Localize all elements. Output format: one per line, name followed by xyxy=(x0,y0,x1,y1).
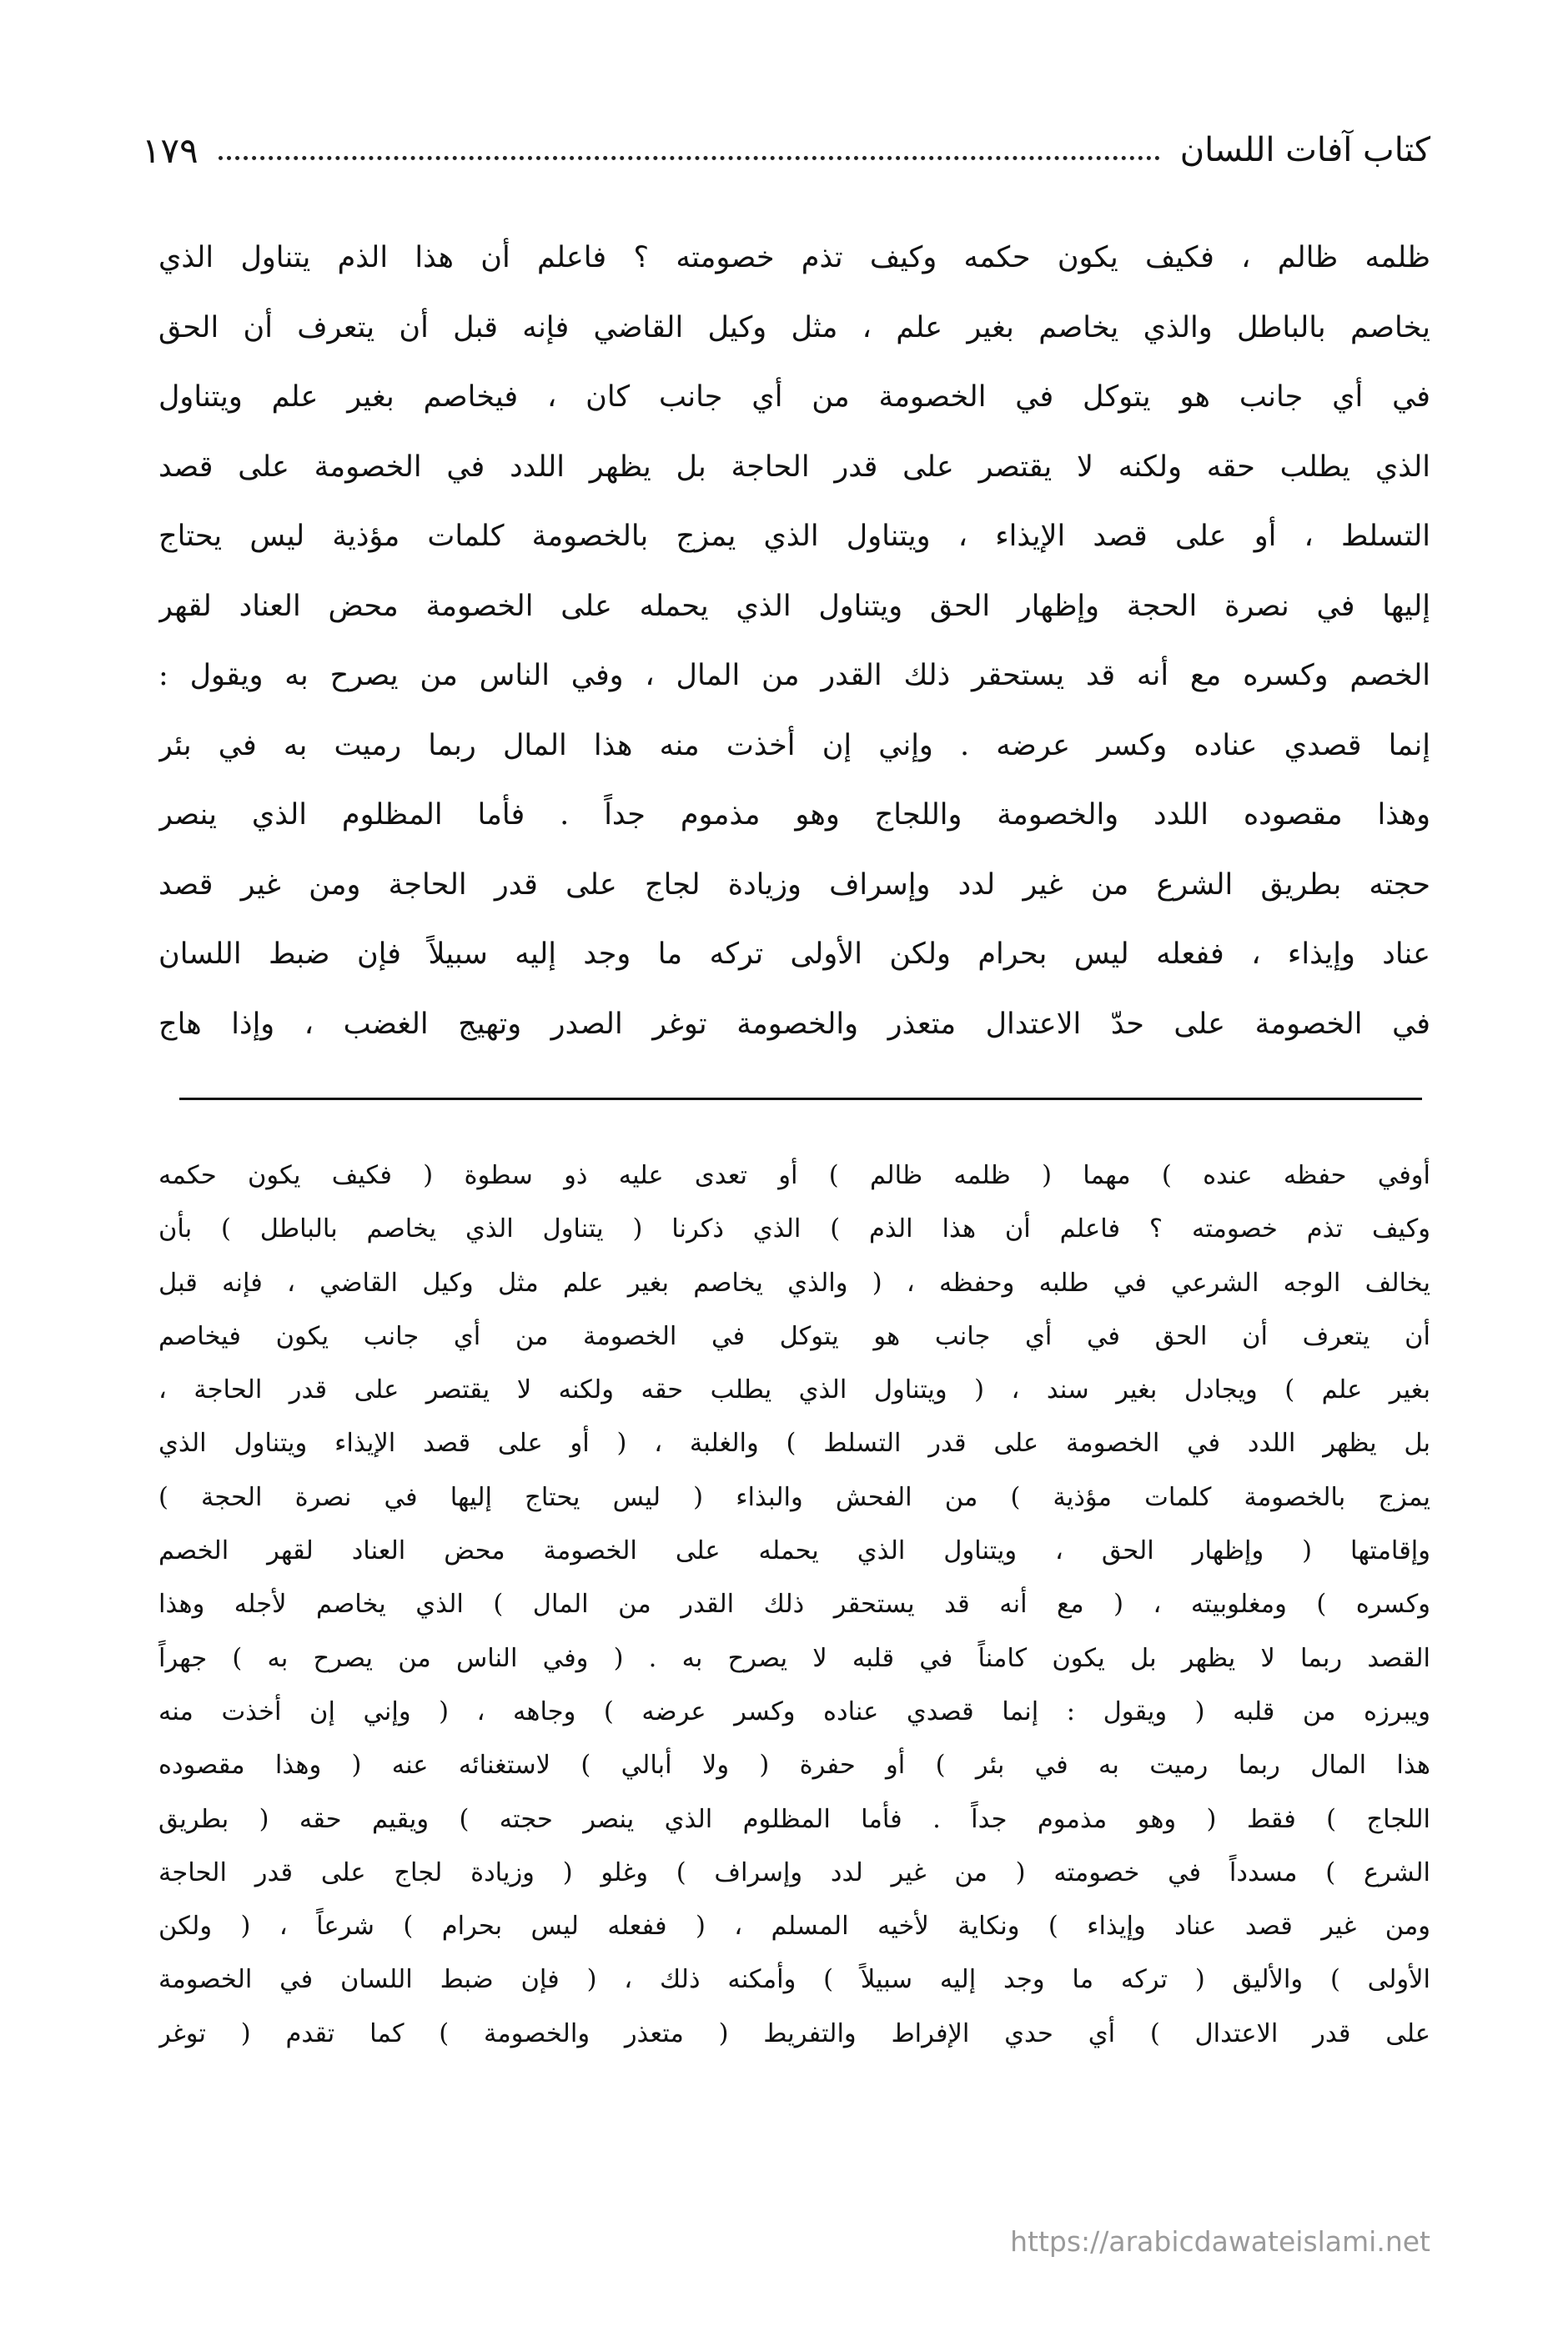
commentary-line: بل يظهر اللدد في الخصومة على قدر التسلط ) والغلبة ، ( أو على قصد الإيذاء ويتناول الذي xyxy=(158,1429,1430,1459)
header-dot-leader xyxy=(219,156,1160,160)
commentary-line: الأولى ) والأليق ( تركه ما وجد إليه سبيلاً ) وأمكنه ذلك ، ( فإن ضبط اللسان في الخصومة xyxy=(158,1965,1430,1995)
book-title: كتاب آفات اللسان xyxy=(1179,131,1430,169)
commentary-line: أن يتعرف أن الحق في أي جانب هو يتوكل في الخصومة من أي جانب يكون فيخاصم xyxy=(158,1321,1430,1351)
main-text-line: حجته بطريق الشرع من غير لدد وإسراف وزيادة لجاج على قدر الحاجة ومن غير قصد xyxy=(158,867,1430,902)
main-text-line: في أي جانب هو يتوكل في الخصومة من أي جانب كان ، فيخاصم بغير علم ويتناول xyxy=(158,380,1430,414)
commentary-line: هذا المال ربما رميت به في بئر ) أو حفرة ( ولا أبالي ) لاستغنائه عنه ( وهذا مقصوده xyxy=(158,1751,1430,1781)
main-text-line: ظلمه ظالم ، فكيف يكون حكمه وكيف تذم خصومته ؟ فاعلم أن هذا الذم يتناول الذي xyxy=(158,241,1430,274)
commentary-line: بغير علم ) ويجادل بغير سند ، ( ويتناول الذي يطلب حقه ولكنه لا يقتصر على قدر الحاجة ، xyxy=(158,1375,1430,1405)
commentary-line: ويبرزه من قلبه ( ويقول : إنما قصدي عناده وكسر عرضه ) وجاهه ، ( وإني إن أخذت منه xyxy=(158,1696,1430,1726)
commentary-line: اللجاج ) فقط ( وهو مذموم جداً . فأما المظلوم الذي ينصر حجته ) ويقيم حقه ( بطريق xyxy=(158,1804,1430,1834)
main-text-line: في الخصومة على حدّ الاعتدال متعذر والخصومة توغر الصدر وتهيج الغضب ، وإذا هاج xyxy=(158,1007,1430,1041)
commentary-line: ومن غير قصد عناد وإيذاء ) ونكاية لأخيه المسلم ، ( ففعله ليس بحرام ) شرعاً ، ( ولكن xyxy=(158,1912,1430,1942)
commentary-line: القصد ربما لا يظهر بل يكون كامناً في قلبه لا يصرح به . ( وفي الناس من يصرح به ) جهراً xyxy=(158,1643,1430,1673)
page-number: ١٧٩ xyxy=(142,129,199,171)
commentary-line: أوفي حفظه عنده ) مهما ( ظلمه ظالم ) أو تعدى عليه ذو سطوة ( فكيف يكون حكمه xyxy=(158,1161,1430,1190)
main-text-line: الخصم وكسره مع أنه قد يستحقر ذلك القدر من المال ، وفي الناس من يصرح به ويقول : xyxy=(158,659,1430,692)
commentary-line: على قدر الاعتدال ) أي حدي الإفراط والتفريط ( متعذر والخصومة ) كما تقدم ( توغر xyxy=(158,2018,1430,2048)
commentary-line: يمزج بالخصومة كلمات مؤذية ) من الفحش والبذاء ( ليس يحتاج إليها في نصرة الحجة ) xyxy=(158,1482,1430,1512)
main-text-line: إليها في نصرة الحجة وإظهار الحق ويتناول الذي يحمله على الخصومة محض العناد لقهر xyxy=(158,589,1430,623)
commentary-line: وإقامتها ( وإظهار الحق ، ويتناول الذي يحمله على الخصومة محض العناد لقهر الخصم xyxy=(158,1536,1430,1566)
main-text-line: إنما قصدي عناده وكسر عرضه . وإني إن أخذت منه هذا المال ربما رميت به في بئر xyxy=(158,728,1430,762)
commentary-line: يخالف الوجه الشرعي في طلبه وحفظه ، ( والذي يخاصم بغير علم مثل وكيل القاضي ، فإنه قبل xyxy=(158,1268,1430,1298)
commentary-text xyxy=(158,1149,1430,2061)
footnote-divider xyxy=(179,1098,1422,1100)
website-watermark: https://arabicdawateislami.net xyxy=(1010,2225,1430,2258)
commentary-line: وكيف تذم خصومته ؟ فاعلم أن هذا الذم ) الذي ذكرنا ( يتناول الذي يخاصم بالباطل ) بأن xyxy=(158,1214,1430,1244)
main-text-line: الذي يطلب حقه ولكنه لا يقتصر على قدر الحاجة بل يظهر اللدد في الخصومة على قصد xyxy=(158,450,1430,484)
commentary-line: الشرع ) مسدداً في خصومته ( من غير لدد وإسراف ) وغلو ( وزيادة لجاج على قدر الحاجة xyxy=(158,1857,1430,1887)
running-header xyxy=(142,121,1430,179)
main-text xyxy=(158,224,1430,1059)
main-text-line: عناد وإيذاء ، ففعله ليس بحرام ولكن الأولى تركه ما وجد إليه سبيلاً فإن ضبط اللسان xyxy=(158,937,1430,971)
commentary-line: وكسره ) ومغلوبيته ، ( مع أنه قد يستحقر ذلك القدر من المال ) الذي يخاصم لأجله وهذا xyxy=(158,1590,1430,1620)
main-text-line: يخاصم بالباطل والذي يخاصم بغير علم ، مثل وكيل القاضي فإنه قبل أن يتعرف أن الحق xyxy=(158,310,1430,344)
main-text-line: وهذا مقصوده اللدد والخصومة واللجاج وهو مذموم جداً . فأما المظلوم الذي ينصر xyxy=(158,798,1430,832)
main-text-line: التسلط ، أو على قصد الإيذاء ، ويتناول الذي يمزج بالخصومة كلمات مؤذية ليس يحتاج xyxy=(158,520,1430,553)
